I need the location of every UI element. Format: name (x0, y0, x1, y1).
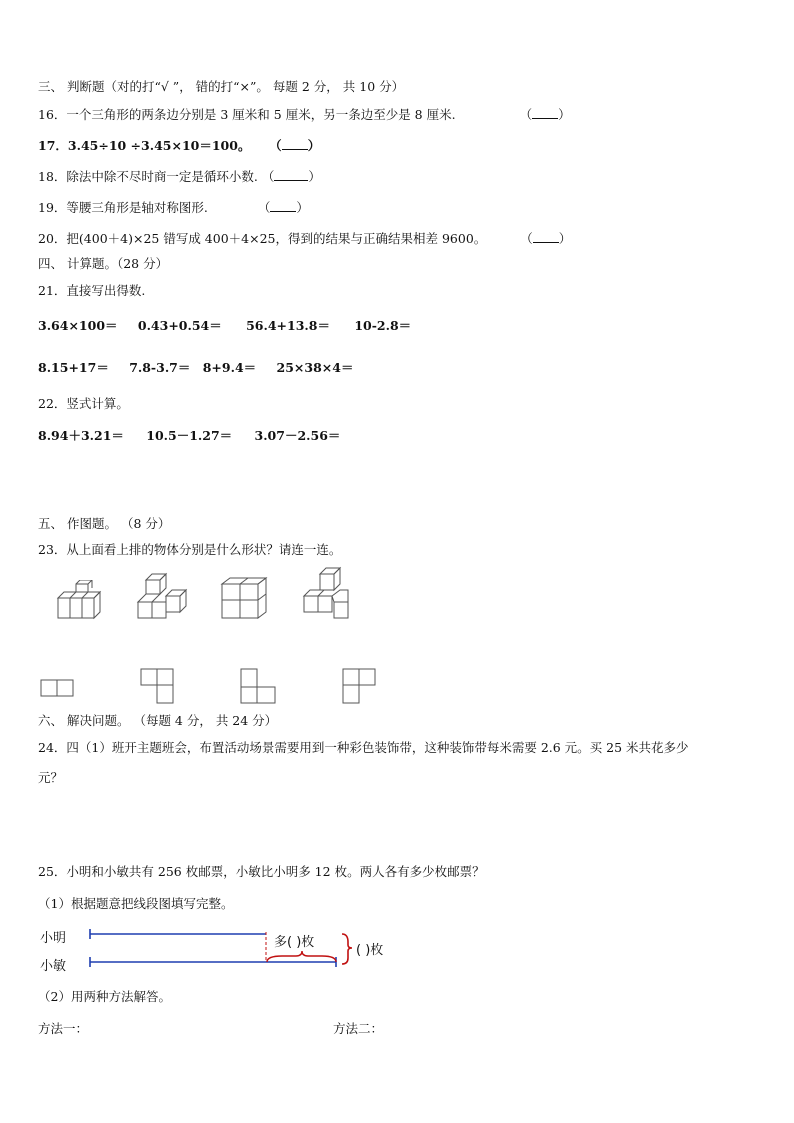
section-6-heading: 六、 解决问题。 （每题 4 分， 共 24 分） (38, 713, 278, 728)
total-brace (342, 934, 352, 964)
top-view-figure-1 (40, 678, 76, 698)
cube-figure-1 (52, 580, 112, 622)
question-20 (38, 230, 571, 247)
calc-item: 10.5－1.27＝ (146, 428, 233, 443)
question-19-text: 19．等腰三角形是轴对称图形. (38, 200, 208, 215)
diagram-name-xiaomin: 小敏 (40, 959, 67, 974)
question-24-line-1: 24．四（1）班开主题班会，布置活动场景需要用到一种彩色装饰带，这种装饰带每米需要 2.6 元。买 25 米共花多少 (38, 740, 689, 755)
method-one-label: 方法一： (38, 1021, 89, 1036)
calc-item: 7.8-3.7＝ (129, 360, 191, 375)
question-24-line-2: 元？ (38, 770, 64, 785)
question-17-text: 17．3.45÷10 ÷3.45×10＝100。 (38, 138, 251, 153)
top-view-figure-2 (140, 668, 180, 706)
calc-item: 10-2.8＝ (354, 318, 412, 333)
answer-blank-16[interactable]: （ ） (519, 107, 571, 122)
calc-row-1 (38, 318, 411, 334)
method-two-label: 方法二： (333, 1021, 384, 1036)
calc-item: 56.4+13.8＝ (246, 318, 330, 333)
calc-item: 8.94＋3.21＝ (38, 428, 124, 443)
question-21: 21．直接写出得数. (38, 283, 146, 298)
question-25-part-2: （2）用两种方法解答。 (38, 989, 171, 1004)
answer-blank-17[interactable]: （ ） (269, 138, 321, 153)
calc-row-3 (38, 428, 340, 444)
question-18 (38, 168, 321, 185)
top-view-figure-3 (240, 668, 280, 706)
question-19 (38, 199, 309, 216)
calc-item: 8.15+17＝ (38, 360, 109, 375)
section-3-heading: 三、 判断题（对的打“√ ”， 错的打“×”。 每题 2 分， 共 10 分） (38, 79, 405, 94)
cube-figure-3 (218, 574, 272, 622)
question-25-part-1: （1）根据题意把线段图填写完整。 (38, 896, 234, 911)
answer-blank-20[interactable]: （ ） (520, 231, 572, 246)
calc-item: 3.64×100＝ (38, 318, 118, 333)
answer-blank-19[interactable]: （ ） (257, 200, 309, 215)
question-22: 22．竖式计算。 (38, 396, 129, 411)
more-brace (267, 951, 336, 962)
question-18-text: 18．除法中除不尽时商一定是循环小数. (38, 169, 258, 184)
section-5-heading: 五、 作图题。 （8 分） (38, 516, 171, 531)
question-16 (38, 106, 571, 123)
line-segment-diagram (86, 924, 376, 976)
question-20-text: 20．把(400＋4)×25 错写成 400＋4×25，得到的结果与正确结果相差 9600。 (38, 231, 487, 246)
question-23: 23．从上面看上排的物体分别是什么形状？请连一连。 (38, 542, 342, 557)
calc-item: 0.43+0.54＝ (137, 318, 222, 333)
question-17 (38, 137, 320, 154)
calc-row-2 (38, 360, 353, 376)
cube-figure-2 (134, 572, 190, 624)
answer-blank-18[interactable]: （ ） (261, 169, 321, 184)
diagram-more-label: 多( )枚 (274, 935, 315, 950)
calc-item: 25×38×4＝ (276, 360, 354, 375)
question-16-text: 16．一个三角形的两条边分别是 3 厘米和 5 厘米，另一条边至少是 8 厘米. (38, 107, 456, 122)
calc-item: 8+9.4＝ (202, 360, 257, 375)
cube-figure-4 (298, 566, 356, 622)
calc-item: 3.07－2.56＝ (254, 428, 341, 443)
top-view-figure-4 (342, 668, 382, 706)
diagram-total-label: ( )枚 (356, 943, 384, 958)
section-4-heading: 四、 计算题。（28 分） (38, 256, 169, 271)
diagram-name-xiaoming: 小明 (40, 931, 67, 946)
question-25: 25．小明和小敏共有 256 枚邮票，小敏比小明多 12 枚。两人各有多少枚邮票？ (38, 864, 485, 879)
